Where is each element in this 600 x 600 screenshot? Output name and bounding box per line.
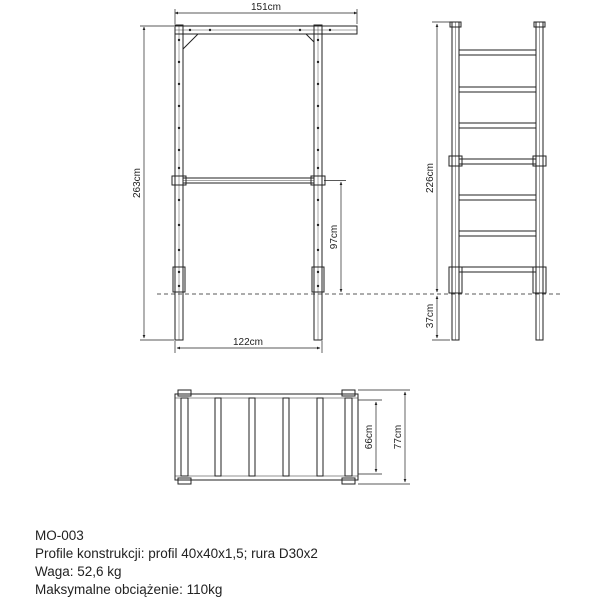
top-view-rungs: [215, 398, 323, 476]
dim-base-width: 122cm: [232, 337, 264, 348]
construction-profile: Profile konstrukcji: profil 40x40x1,5; rura D30x2: [35, 546, 318, 561]
dim-outer-depth: 77cm: [393, 424, 404, 450]
side-rung: [459, 87, 536, 92]
dim-total-height: 263cm: [132, 167, 143, 199]
side-rung: [459, 195, 536, 200]
specifications-block: [35, 527, 318, 599]
top-view-left-rail: [181, 398, 188, 476]
top-view-rung: [283, 398, 289, 476]
top-view-rung: [215, 398, 221, 476]
front-dimension-lines: [140, 9, 357, 353]
side-view: [449, 22, 546, 340]
dim-inner-depth: 66cm: [364, 424, 375, 450]
side-rung: [459, 267, 536, 272]
max-load: Maksymalne obciążenie: 110kg: [35, 582, 223, 597]
top-view-rung: [249, 398, 255, 476]
weight: Waga: 52,6 kg: [35, 564, 122, 579]
dim-lower-bar-height: 97cm: [329, 224, 340, 250]
top-view: [175, 390, 358, 484]
dim-top-width: 151cm: [250, 2, 282, 13]
side-rung: [459, 231, 536, 236]
dim-side-height: 226cm: [425, 162, 436, 194]
side-rung: [459, 159, 536, 164]
dim-below-ground: 37cm: [425, 303, 436, 329]
front-view: [172, 25, 357, 340]
side-rung: [459, 50, 536, 55]
top-view-right-rail: [345, 398, 352, 476]
front-corner-bracket-left: [183, 34, 198, 49]
front-corner-bracket-right: [306, 34, 314, 42]
top-view-frame: [175, 394, 358, 480]
model-code: MO-003: [35, 528, 84, 543]
side-rungs: [459, 50, 536, 272]
side-rung: [459, 123, 536, 128]
top-view-rung: [317, 398, 323, 476]
